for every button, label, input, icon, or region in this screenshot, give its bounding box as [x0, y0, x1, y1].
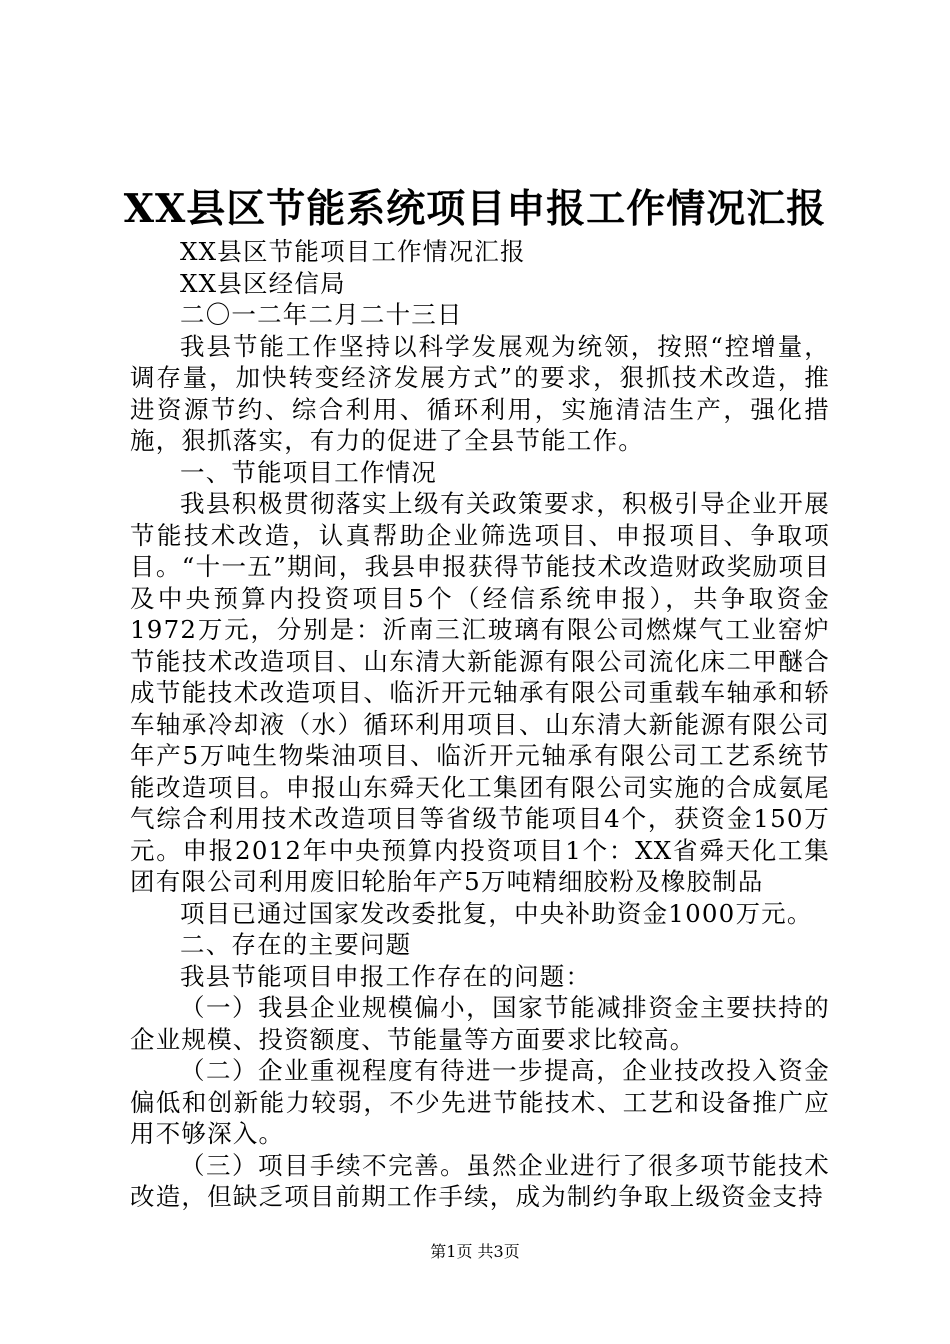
section-heading-1: 一、节能项目工作情况 [180, 457, 437, 487]
problem-item-1: （一）我县企业规模偏小，国家节能减排资金主要扶持的企业规模、投资额度、节能量等方面要求比较高。 [130, 993, 830, 1054]
document-title: XX县区节能系统项目申报工作情况汇报 [123, 186, 827, 232]
intro-paragraph: 我县节能工作坚持以科学发展观为统领，按照“控增量，调存量，加快转变经济发展方式”的要求，狠抓技术改造，推进资源节约、综合利用、循环利用，实施清洁生产，强化措施，狠抓落实，有力的促进了全县节能工作。 [130, 331, 830, 455]
approval-paragraph: 项目已通过国家发改委批复，中央补助资金1000万元。 [180, 898, 813, 928]
section-heading-2: 二、存在的主要问题 [180, 930, 412, 959]
problem-item-2: （二）企业重视程度有待进一步提高，企业技改投入资金偏低和创新能力较弱，不少先进节能技术、工艺和设备推广应用不够深入。 [130, 1056, 830, 1148]
report-date: 二〇一二年二月二十三日 [180, 300, 463, 329]
issuing-office: XX县区经信局 [180, 268, 346, 298]
report-subtitle: XX县区节能项目工作情况汇报 [180, 237, 526, 266]
problems-intro: 我县节能项目申报工作存在的问题： [180, 961, 592, 991]
page-number-footer: 第1页 共3页 [430, 1242, 520, 1261]
problem-item-3: （三）项目手续不完善。虽然企业进行了很多项节能技术改造，但缺乏项目前期工作手续，成为制约争取上级资金支持 [130, 1150, 830, 1211]
section-1-paragraph: 我县积极贯彻落实上级有关政策要求，积极引导企业开展节能技术改造，认真帮助企业筛选项目、申报项目、争取项目。“十一五”期间，我县申报获得节能技术改造财政奖励项目及中央预算内投资项目5个（经信系统申报），共争取资金1972万元，分别是：沂南三汇玻璃有限公司燃煤气工业窑炉节能技术改造项目、山东清大新能源有限公司流化床二甲醚合成节能技术改造项目、临沂开元轴承有限公司重载车轴承和轿车轴承冷却液（水）循环利用项目、山东清大新能源有限公司年产5万吨生物柴油项目、临沂开元轴承有限公司工艺系统节能改造项目。申报山东舜天化工集团有限公司实施的合成氨尾气综合利用技术改造项目等省级节能项目4个，获资金150万元。申报2012年中央预算内投资项目1个：XX省舜天化工集团有限公司利用废旧轮胎年产5万吨精细胶粉及橡胶制品 [130, 489, 830, 896]
document-body [130, 236, 830, 1213]
